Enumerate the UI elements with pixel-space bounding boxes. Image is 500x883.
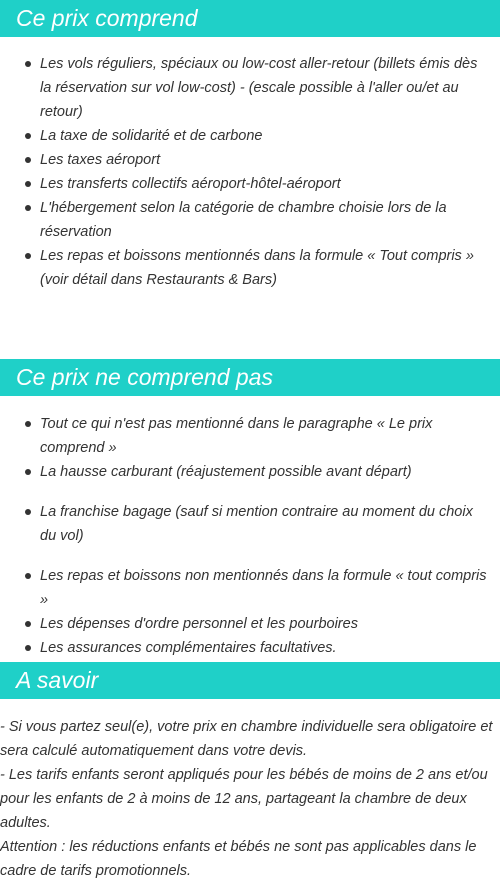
section-title: Ce prix ne comprend pas	[16, 364, 273, 390]
list-item: Les assurances complémentaires facultatives.	[0, 636, 500, 660]
note-line: Attention : les réductions enfants et bébés ne sont pas applicables dans le cadre de tarifs promotionnels.	[0, 839, 477, 879]
list-item: Les transferts collectifs aéroport-hôtel-aéroport	[0, 172, 500, 196]
list-item: La franchise bagage (sauf si mention contraire au moment du choix du vol)	[0, 500, 500, 548]
list-item: Les vols réguliers, spéciaux ou low-cost aller-retour (billets émis dès la réservation sur vol low-cost) - (escale possible à l'aller ou/et au retour)	[0, 52, 500, 124]
list-item: Tout ce qui n'est pas mentionné dans le paragraphe « Le prix comprend »	[0, 412, 500, 460]
list-item: Les repas et boissons mentionnés dans la formule « Tout compris » (voir détail dans Restaurants & Bars)	[0, 244, 500, 292]
a-savoir-text	[0, 715, 500, 883]
note-line: - Si vous partez seul(e), votre prix en chambre individuelle sera obligatoire et sera calculé automatiquement dans votre devis.	[0, 719, 493, 759]
section-header-not-included	[0, 359, 500, 396]
section-title: Ce prix comprend	[16, 5, 198, 31]
section-header-a-savoir	[0, 662, 500, 699]
list-item: L'hébergement selon la catégorie de chambre choisie lors de la réservation	[0, 196, 500, 244]
section-header-included	[0, 0, 500, 37]
list-item: La taxe de solidarité et de carbone	[0, 124, 500, 148]
not-included-list	[0, 412, 500, 660]
list-item: Les dépenses d'ordre personnel et les pourboires	[0, 612, 500, 636]
included-list	[0, 52, 500, 292]
list-item: Les repas et boissons non mentionnés dans la formule « tout compris »	[0, 564, 500, 612]
list-item: La hausse carburant (réajustement possible avant départ)	[0, 460, 500, 484]
note-line: - Les tarifs enfants seront appliqués pour les bébés de moins de 2 ans et/ou pour les enfants de 2 à moins de 12 ans, partageant la chambre de deux adultes.	[0, 767, 488, 831]
list-item: Les taxes aéroport	[0, 148, 500, 172]
section-title: A savoir	[16, 667, 99, 693]
